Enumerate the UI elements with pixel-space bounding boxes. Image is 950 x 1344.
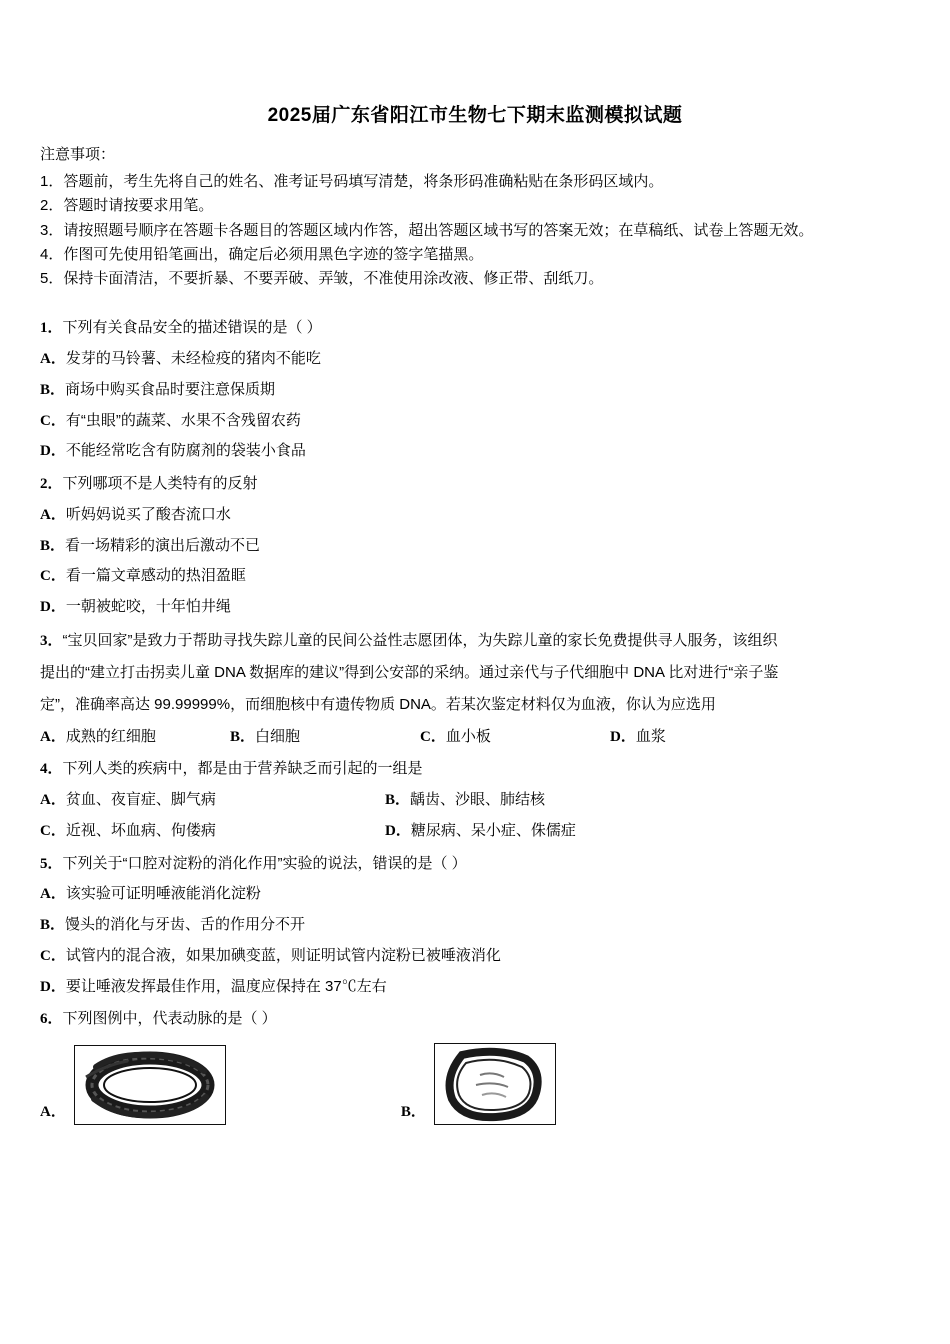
question-5 xyxy=(40,849,910,1003)
option-text: 馒头的消化与牙齿、舌的作用分不开 xyxy=(65,916,306,934)
option-label: C． xyxy=(40,568,66,585)
option-text: 看一场精彩的演出后激动不已 xyxy=(65,536,261,554)
question-3-option-b xyxy=(230,722,420,753)
question-1 xyxy=(40,313,910,467)
option-label: D． xyxy=(610,728,636,745)
question-1-number: 1． xyxy=(40,320,63,337)
notice-item: 3．请按照题号顺序在答题卡各题目的答题区域内作答，超出答题区域书写的答案无效；在草稿纸、试卷上答题无效。 xyxy=(40,221,814,239)
figure-b-label: B． xyxy=(400,1104,426,1121)
option-label: A． xyxy=(40,506,66,523)
question-4-option-d xyxy=(385,816,576,847)
page-content xyxy=(40,100,910,1127)
vein-vessel-drawing xyxy=(436,1045,554,1123)
option-text: 白细胞 xyxy=(255,727,301,745)
option-label: B． xyxy=(385,792,411,809)
option-text: 糖尿病、呆小症、侏儒症 xyxy=(410,821,576,839)
option-text: 商场中购买食品时要注意保质期 xyxy=(65,380,276,398)
option-text: 试管内的混合液，如果加碘变蓝，则证明试管内淀粉已被唾液消化 xyxy=(65,946,501,964)
question-5-option-a xyxy=(40,879,910,910)
question-3-option-c xyxy=(420,722,610,753)
notice-heading: 注意事项： xyxy=(40,146,116,163)
question-5-option-c xyxy=(40,941,910,972)
question-3-option-a xyxy=(40,722,230,753)
question-6-number: 6． xyxy=(40,1011,63,1028)
option-label: A． xyxy=(40,351,66,368)
question-5-text: 下列关于“口腔对淀粉的消化作用”实验的说法，错误的是（ ） xyxy=(62,854,467,872)
option-text: 近视、坏血病、佝偻病 xyxy=(65,821,216,839)
question-5-option-b xyxy=(40,910,910,941)
question-3-number: 3． xyxy=(40,632,63,649)
question-2-option-c xyxy=(40,561,910,592)
option-text: 发芽的马铃薯、未经检疫的猪肉不能吃 xyxy=(65,350,321,368)
question-1-option-b xyxy=(40,375,910,406)
question-2-option-d xyxy=(40,592,910,623)
notice-item: 2．答题时请按要求用笔。 xyxy=(40,197,214,215)
option-text: 该实验可证明唾液能消化淀粉 xyxy=(65,885,261,903)
notice-list xyxy=(40,170,910,291)
page-title: 2025届广东省阳江市生物七下期末监测模拟试题 xyxy=(267,105,683,126)
notice-item: 5．保持卡面清洁，不要折暴、不要弄破、弄皱，不准使用涂改液、修正带、刮纸刀。 xyxy=(40,270,604,288)
question-2 xyxy=(40,469,910,623)
question-4-options-row-1 xyxy=(40,785,910,816)
question-1-option-d xyxy=(40,436,910,467)
question-3-stem-line-2: 提出的“建立打击拐卖儿童 DNA 数据库的建议”得到公安部的采纳。通过亲代与子代细胞中 DNA 比对进行“亲子鉴 xyxy=(40,664,779,682)
question-5-number: 5． xyxy=(40,855,63,872)
question-6-figures xyxy=(40,1043,910,1125)
question-3 xyxy=(40,625,910,753)
option-text: 龋齿、沙眼、肺结核 xyxy=(410,791,546,809)
question-4 xyxy=(40,754,910,846)
option-text: 要让唾液发挥最佳作用，温度应保持在 37℃左右 xyxy=(65,977,387,995)
question-4-number: 4． xyxy=(40,761,63,778)
option-label: A． xyxy=(40,886,66,903)
question-2-text: 下列哪项不是人类特有的反射 xyxy=(62,475,258,493)
option-label: C． xyxy=(40,822,66,839)
figure-a-label: A． xyxy=(40,1104,66,1121)
option-text: 血浆 xyxy=(635,727,666,745)
question-2-option-a xyxy=(40,500,910,531)
option-label: D． xyxy=(40,599,66,616)
question-3-option-d xyxy=(610,722,800,753)
question-2-number: 2． xyxy=(40,476,63,493)
notice-item: 1．答题前，考生先将自己的姓名、准考证号码填写清楚，将条形码准确粘贴在条形码区域内。 xyxy=(40,173,664,190)
question-4-options-row-2 xyxy=(40,816,910,847)
question-6-figure-a xyxy=(40,1045,226,1125)
question-3-text-1: “宝贝回家”是致力于帮助寻找失踪儿童的民间公益性志愿团体，为失踪儿童的家长免费提供寻人服务，该组织 xyxy=(62,631,778,649)
option-label: C． xyxy=(40,412,66,429)
option-label: D． xyxy=(385,822,411,839)
notice-item: 4．作图可先使用铅笔画出，确定后必须用黑色字迹的签字笔描黑。 xyxy=(40,245,484,263)
question-3-inline-options xyxy=(40,722,910,753)
question-4-option-b xyxy=(385,785,545,816)
vein-cross-section-image xyxy=(434,1043,556,1125)
option-label: B． xyxy=(40,537,66,554)
artery-cross-section-image xyxy=(74,1045,226,1125)
question-5-stem xyxy=(40,849,910,880)
option-label: B． xyxy=(40,917,66,934)
question-4-option-c xyxy=(40,816,385,847)
question-4-text: 下列人类的疾病中，都是由于营养缺乏而引起的一组是 xyxy=(62,760,423,778)
question-1-option-c xyxy=(40,406,910,437)
option-text: 成熟的红细胞 xyxy=(65,727,156,745)
question-4-stem xyxy=(40,754,910,785)
question-5-option-d xyxy=(40,972,910,1003)
option-text: 听妈妈说买了酸杏流口水 xyxy=(65,505,231,523)
option-label: A． xyxy=(40,728,66,745)
question-2-option-b xyxy=(40,531,910,562)
option-label: B． xyxy=(40,381,66,398)
question-3-stem-line-3: 定”，准确率高达 99.99999%，而细胞核中有遗传物质 DNA。若某次鉴定材料仅为血液，你认为应选用 xyxy=(40,696,716,714)
question-2-stem xyxy=(40,469,910,500)
option-label: D． xyxy=(40,978,66,995)
artery-vessel-drawing xyxy=(76,1047,224,1123)
question-1-stem xyxy=(40,313,910,344)
option-label: A． xyxy=(40,792,66,809)
option-text: 血小板 xyxy=(445,727,491,745)
question-6-figure-b xyxy=(401,1043,556,1125)
option-label: B． xyxy=(230,728,256,745)
question-6-text: 下列图例中，代表动脉的是（ ） xyxy=(62,1010,277,1028)
option-text: 贫血、夜盲症、脚气病 xyxy=(65,791,216,809)
question-6 xyxy=(40,1004,910,1125)
option-text: 看一篇文章感动的热泪盈眶 xyxy=(65,567,246,585)
question-4-option-a xyxy=(40,785,385,816)
question-1-text: 下列有关食品安全的描述错误的是（ ） xyxy=(62,319,322,337)
option-label: D． xyxy=(40,443,66,460)
option-text: 一朝被蛇咬，十年怕井绳 xyxy=(65,598,231,616)
option-label: C． xyxy=(420,728,446,745)
option-text: 有“虫眼”的蔬菜、水果不含残留农药 xyxy=(65,411,301,429)
question-1-option-a xyxy=(40,344,910,375)
option-label: C． xyxy=(40,947,66,964)
question-3-stem-line-1 xyxy=(40,625,910,657)
question-6-stem xyxy=(40,1004,910,1035)
option-text: 不能经常吃含有防腐剂的袋装小食品 xyxy=(65,442,306,460)
